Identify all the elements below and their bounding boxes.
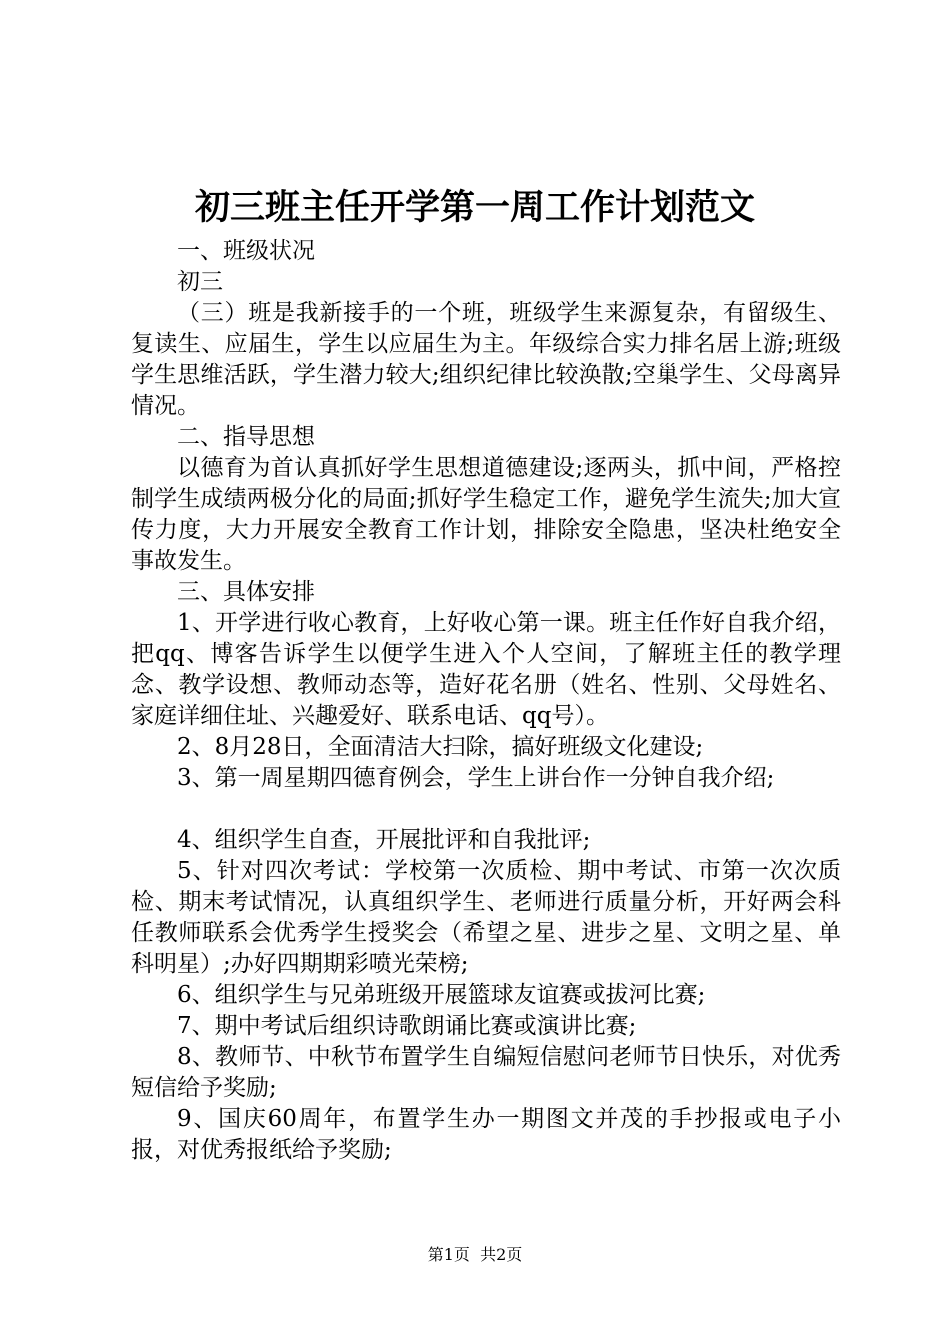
document-title: 初三班主任开学第一周工作计划范文 [194,187,755,228]
paragraph-1: 初三 [177,269,223,295]
paragraph-3: 以德育为首认真抓好学生思想道德建设;逐两头，抓中间，严格控制学生成绩两极分化的局面;抓好学生稳定工作，避免学生流失;加大宣传力度，大力开展安全教育工作计划，排除安全隐患，坚决杜绝安全事故发生。 [131,455,841,574]
document-body [131,236,841,1166]
list-item-2: 2、8月28日，全面清洁大扫除，搞好班级文化建设; [177,734,704,760]
list-item-4: 4、组织学生自查，开展批评和自我批评; [177,827,591,853]
list-item-7: 7、期中考试后组织诗歌朗诵比赛或演讲比赛; [177,1013,637,1039]
list-item-9: 9、国庆60周年，布置学生办一期图文并茂的手抄报或电子小报，对优秀报纸给予奖励; [131,1106,841,1163]
list-item-6: 6、组织学生与兄弟班级开展篮球友谊赛或拔河比赛; [177,982,706,1008]
paragraph-2: （三）班是我新接手的一个班，班级学生来源复杂，有留级生、复读生、应届生，学生以应届生为主。年级综合实力排名居上游;班级学生思维活跃，学生潜力较大;组织纪律比较涣散;空巢学生、父母离异情况。 [131,300,841,419]
list-item-3: 3、第一周星期四德育例会，学生上讲台作一分钟自我介绍; [177,765,775,791]
list-item-5: 5、针对四次考试：学校第一次质检、期中考试、市第一次次质检、期末考试情况，认真组织学生、老师进行质量分析，开好两会科任教师联系会优秀学生授奖会（希望之星、进步之星、文明之星、单科明星）;办好四期期彩喷光荣榜; [131,858,841,977]
section-heading-2: 二、指导思想 [177,424,315,450]
section-heading-1: 一、班级状况 [177,238,315,264]
section-heading-3: 三、具体安排 [177,579,315,605]
list-item-1: 1、开学进行收心教育，上好收心第一课。班主任作好自我介绍，把qq、博客告诉学生以便学生进入个人空间，了解班主任的教学理念、教学设想、教师动态等，造好花名册（姓名、性别、父母姓名、家庭详细住址、兴趣爱好、联系电话、qq号）。 [131,610,841,729]
list-item-8: 8、教师节、中秋节布置学生自编短信慰问老师节日快乐，对优秀短信给予奖励; [131,1044,841,1101]
page-number-footer: 第1页 共2页 [427,1245,523,1264]
